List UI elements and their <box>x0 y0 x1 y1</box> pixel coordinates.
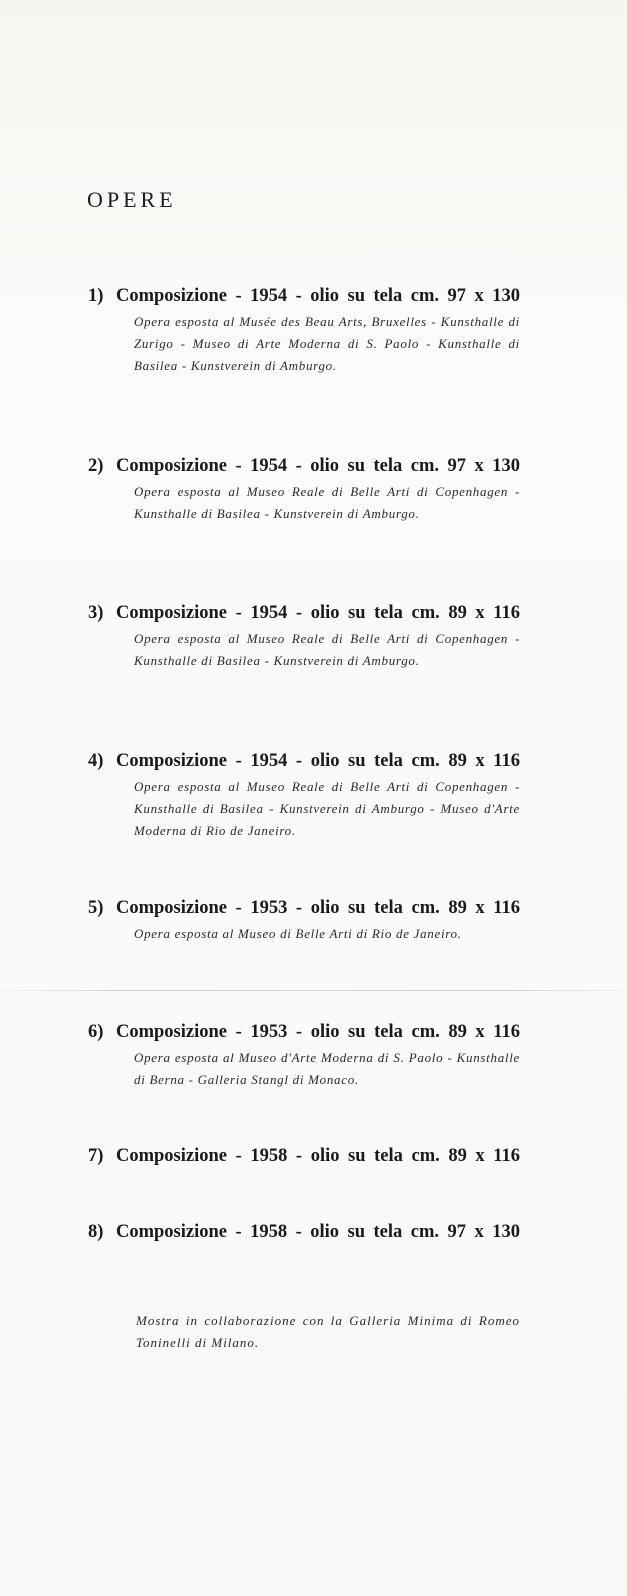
work-heading <box>88 750 520 772</box>
work-exhibition-history: Opera esposta al Musée des Beau Arts, Bruxelles - Kunsthalle di Zurigo - Museo di Arte Moderna di S. Paolo - Kunsthalle di Basilea - Kunstverein di Amburgo. <box>134 314 520 373</box>
work-number: 8) <box>88 1222 104 1242</box>
work-number: 6) <box>88 1022 104 1042</box>
work-exhibition-history: Opera esposta al Museo Reale di Belle Arti di Copenhagen - Kunsthalle di Basilea - Kunstverein di Amburgo - Museo d'Arte Moderna di Rio de Janeiro. <box>134 779 520 838</box>
work-heading <box>88 1221 520 1243</box>
work-title: Composizione - 1953 - olio su tela cm. 89 x 116 <box>116 1022 520 1042</box>
work-item-4 <box>88 750 520 842</box>
work-number: 7) <box>88 1146 104 1166</box>
work-title: Composizione - 1954 - olio su tela cm. 89 x 116 <box>116 603 520 623</box>
work-title: Composizione - 1953 - olio su tela cm. 89 x 116 <box>116 898 520 918</box>
work-number: 2) <box>88 456 104 476</box>
work-heading <box>88 1021 520 1043</box>
work-item-6 <box>88 1021 520 1091</box>
work-heading <box>88 897 520 919</box>
work-number: 4) <box>88 751 104 771</box>
work-exhibition-history: Opera esposta al Museo Reale di Belle Arti di Copenhagen - Kunsthalle di Basilea - Kunstverein di Amburgo. <box>134 484 520 521</box>
work-title: Composizione - 1954 - olio su tela cm. 97 x 130 <box>116 286 520 306</box>
work-exhibition-history: Opera esposta al Museo d'Arte Moderna di S. Paolo - Kunsthalle di Berna - Galleria Stangl di Monaco. <box>134 1050 520 1087</box>
page-title: OPERE <box>87 187 177 212</box>
work-number: 3) <box>88 603 104 623</box>
work-item-7 <box>88 1145 520 1167</box>
work-title: Composizione - 1958 - olio su tela cm. 89 x 116 <box>116 1146 520 1166</box>
work-item-3 <box>88 602 520 672</box>
work-exhibition-history: Opera esposta al Museo di Belle Arti di Rio de Janeiro. <box>134 926 462 941</box>
work-item-8 <box>88 1221 520 1243</box>
work-heading <box>88 602 520 624</box>
work-title: Composizione - 1958 - olio su tela cm. 97 x 130 <box>116 1222 520 1242</box>
work-item-5 <box>88 897 520 945</box>
paper-fold-line <box>0 990 627 991</box>
work-title: Composizione - 1954 - olio su tela cm. 97 x 130 <box>116 456 520 476</box>
work-number: 1) <box>88 286 104 306</box>
work-number: 5) <box>88 898 104 918</box>
work-item-1 <box>88 285 520 377</box>
work-title: Composizione - 1954 - olio su tela cm. 89 x 116 <box>116 751 520 771</box>
work-heading <box>88 455 520 477</box>
work-heading <box>88 285 520 307</box>
work-item-2 <box>88 455 520 525</box>
collaboration-note: Mostra in collaborazione con la Galleria Minima di Romeo Toninelli di Milano. <box>136 1313 520 1350</box>
work-exhibition-history: Opera esposta al Museo Reale di Belle Arti di Copenhagen - Kunsthalle di Basilea - Kunstverein di Amburgo. <box>134 631 520 668</box>
work-heading <box>88 1145 520 1167</box>
